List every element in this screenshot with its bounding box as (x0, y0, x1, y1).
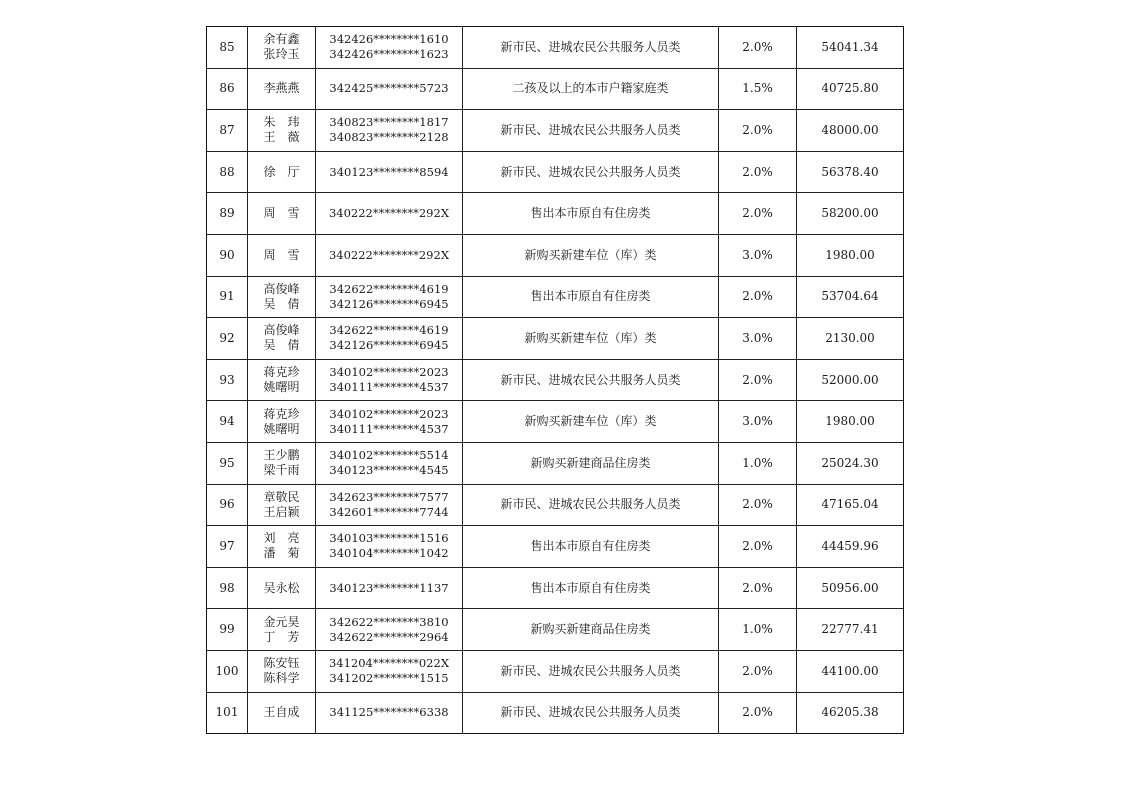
amount-cell: 40725.80 (797, 68, 904, 110)
applicant-name: 潘 菊 (263, 546, 300, 561)
rate-cell: 1.5% (719, 68, 797, 110)
row-number-cell: 97 (207, 526, 248, 568)
category-cell: 新市民、进城农民公共服务人员类 (463, 484, 719, 526)
rate-cell: 2.0% (719, 27, 797, 69)
applicant-name: 吴 倩 (263, 338, 300, 353)
applicant-names-cell (248, 318, 316, 360)
table-row (207, 567, 904, 609)
id-numbers-cell (316, 609, 463, 651)
category-cell: 新购买新建车位（库）类 (463, 318, 719, 360)
row-number-cell: 95 (207, 442, 248, 484)
row-number-cell: 86 (207, 68, 248, 110)
applicant-name: 吴 倩 (263, 296, 300, 311)
rate-cell: 1.0% (719, 442, 797, 484)
applicant-name: 高俊峰 (263, 281, 300, 296)
amount-cell: 58200.00 (797, 193, 904, 235)
rate-cell: 2.0% (719, 692, 797, 734)
rate-cell: 1.0% (719, 609, 797, 651)
rate-cell: 2.0% (719, 567, 797, 609)
row-number-cell: 100 (207, 650, 248, 692)
id-number: 340102********5514 (329, 448, 449, 463)
amount-cell: 46205.38 (797, 692, 904, 734)
id-number: 340222********292X (328, 247, 450, 262)
applicant-name: 高俊峰 (263, 323, 300, 338)
row-number-cell: 85 (207, 27, 248, 69)
applicant-names-cell (248, 650, 316, 692)
applicant-name: 章敬民 (263, 489, 300, 504)
table-row (207, 318, 904, 360)
id-number: 340222********292X (328, 206, 450, 221)
table-row (207, 609, 904, 651)
category-cell: 新市民、进城农民公共服务人员类 (463, 151, 719, 193)
applicant-names-cell (248, 359, 316, 401)
applicant-name: 李燕燕 (263, 81, 300, 96)
category-cell: 售出本市原自有住房类 (463, 526, 719, 568)
row-number-cell: 93 (207, 359, 248, 401)
table-row (207, 442, 904, 484)
applicant-name: 姚曙明 (263, 380, 300, 395)
table-row (207, 526, 904, 568)
row-number-cell: 101 (207, 692, 248, 734)
amount-cell: 52000.00 (797, 359, 904, 401)
id-number: 340123********8594 (329, 164, 449, 179)
applicant-name: 蒋克珍 (263, 406, 300, 421)
id-number: 340823********2128 (329, 130, 449, 145)
amount-cell: 22777.41 (797, 609, 904, 651)
row-number-cell: 91 (207, 276, 248, 318)
row-number-cell: 88 (207, 151, 248, 193)
category-cell: 新购买新建车位（库）类 (463, 234, 719, 276)
applicant-names-cell (248, 401, 316, 443)
rate-cell: 2.0% (719, 276, 797, 318)
applicant-names-cell (248, 526, 316, 568)
category-cell: 二孩及以上的本市户籍家庭类 (463, 68, 719, 110)
id-numbers-cell (316, 567, 463, 609)
amount-cell: 48000.00 (797, 110, 904, 152)
rate-cell: 3.0% (719, 234, 797, 276)
applicant-name: 梁千雨 (263, 463, 300, 478)
amount-cell: 54041.34 (797, 27, 904, 69)
id-number: 342601********7744 (329, 504, 449, 519)
category-cell: 售出本市原自有住房类 (463, 567, 719, 609)
row-number-cell: 94 (207, 401, 248, 443)
applicant-names-cell (248, 234, 316, 276)
applicant-names-cell (248, 692, 316, 734)
applicant-name: 陈科学 (263, 671, 300, 686)
id-number: 342622********4619 (329, 323, 449, 338)
id-numbers-cell (316, 276, 463, 318)
category-cell: 售出本市原自有住房类 (463, 193, 719, 235)
applicant-names-cell (248, 442, 316, 484)
applicant-name: 陈安钰 (263, 656, 300, 671)
id-numbers-cell (316, 68, 463, 110)
id-numbers-cell (316, 27, 463, 69)
id-numbers-cell (316, 401, 463, 443)
amount-cell: 56378.40 (797, 151, 904, 193)
table-row (207, 484, 904, 526)
id-numbers-cell (316, 484, 463, 526)
id-number: 342622********3810 (329, 614, 449, 629)
amount-cell: 1980.00 (797, 234, 904, 276)
table-row (207, 692, 904, 734)
table-row (207, 234, 904, 276)
id-number: 342126********6945 (329, 296, 449, 311)
table-row (207, 110, 904, 152)
id-number: 340123********1137 (329, 580, 449, 595)
row-number-cell: 96 (207, 484, 248, 526)
rate-cell: 3.0% (719, 318, 797, 360)
rate-cell: 2.0% (719, 110, 797, 152)
amount-cell: 25024.30 (797, 442, 904, 484)
id-number: 341202********1515 (329, 671, 449, 686)
id-numbers-cell (316, 526, 463, 568)
applicant-names-cell (248, 151, 316, 193)
amount-cell: 47165.04 (797, 484, 904, 526)
applicant-name: 周 雪 (263, 206, 300, 221)
table-body (207, 27, 904, 734)
amount-cell: 1980.00 (797, 401, 904, 443)
subsidy-table (206, 26, 904, 734)
id-number: 341204********022X (328, 656, 450, 671)
amount-cell: 44459.96 (797, 526, 904, 568)
applicant-name: 朱 玮 (263, 115, 300, 130)
rate-cell: 2.0% (719, 650, 797, 692)
applicant-name: 余有鑫 (263, 32, 300, 47)
id-number: 342622********2964 (329, 629, 449, 644)
applicant-name: 蒋克珍 (263, 365, 300, 380)
category-cell: 新市民、进城农民公共服务人员类 (463, 359, 719, 401)
id-number: 342425********5723 (329, 81, 449, 96)
id-numbers-cell (316, 442, 463, 484)
applicant-names-cell (248, 484, 316, 526)
table-row (207, 68, 904, 110)
rate-cell: 3.0% (719, 401, 797, 443)
category-cell: 新购买新建商品住房类 (463, 442, 719, 484)
id-numbers-cell (316, 151, 463, 193)
table-row (207, 650, 904, 692)
id-number: 342426********1623 (329, 47, 449, 62)
row-number-cell: 98 (207, 567, 248, 609)
applicant-name: 王少鹏 (263, 448, 300, 463)
id-number: 340104********1042 (329, 546, 449, 561)
rate-cell: 2.0% (719, 151, 797, 193)
amount-cell: 53704.64 (797, 276, 904, 318)
applicant-name: 张玲玉 (263, 47, 300, 62)
table-row (207, 276, 904, 318)
category-cell: 新市民、进城农民公共服务人员类 (463, 27, 719, 69)
applicant-names-cell (248, 68, 316, 110)
id-number: 341125********6338 (329, 705, 449, 720)
rate-cell: 2.0% (719, 526, 797, 568)
table-row (207, 151, 904, 193)
rate-cell: 2.0% (719, 359, 797, 401)
id-number: 340102********2023 (329, 365, 449, 380)
applicant-names-cell (248, 27, 316, 69)
table-row (207, 401, 904, 443)
id-numbers-cell (316, 650, 463, 692)
id-number: 340103********1516 (329, 531, 449, 546)
id-numbers-cell (316, 110, 463, 152)
category-cell: 新市民、进城农民公共服务人员类 (463, 650, 719, 692)
category-cell: 新市民、进城农民公共服务人员类 (463, 110, 719, 152)
id-numbers-cell (316, 193, 463, 235)
table-row (207, 359, 904, 401)
amount-cell: 44100.00 (797, 650, 904, 692)
row-number-cell: 90 (207, 234, 248, 276)
id-number: 342623********7577 (329, 489, 449, 504)
applicant-name: 王自成 (263, 705, 300, 720)
applicant-name: 丁 芳 (263, 629, 300, 644)
rate-cell: 2.0% (719, 193, 797, 235)
row-number-cell: 87 (207, 110, 248, 152)
applicant-name: 周 雪 (263, 247, 300, 262)
rate-cell: 2.0% (719, 484, 797, 526)
category-cell: 新购买新建车位（库）类 (463, 401, 719, 443)
category-cell: 售出本市原自有住房类 (463, 276, 719, 318)
id-numbers-cell (316, 692, 463, 734)
amount-cell: 50956.00 (797, 567, 904, 609)
id-number: 342126********6945 (329, 338, 449, 353)
category-cell: 新市民、进城农民公共服务人员类 (463, 692, 719, 734)
applicant-names-cell (248, 609, 316, 651)
id-numbers-cell (316, 234, 463, 276)
id-numbers-cell (316, 318, 463, 360)
applicant-name: 姚曙明 (263, 421, 300, 436)
applicant-name: 吴永松 (263, 580, 300, 595)
id-numbers-cell (316, 359, 463, 401)
applicant-name: 金元昊 (263, 614, 300, 629)
applicant-name: 徐 厅 (263, 164, 300, 179)
applicant-names-cell (248, 276, 316, 318)
applicant-names-cell (248, 567, 316, 609)
applicant-names-cell (248, 193, 316, 235)
row-number-cell: 99 (207, 609, 248, 651)
id-number: 340102********2023 (329, 406, 449, 421)
row-number-cell: 89 (207, 193, 248, 235)
amount-cell: 2130.00 (797, 318, 904, 360)
row-number-cell: 92 (207, 318, 248, 360)
id-number: 340123********4545 (329, 463, 449, 478)
id-number: 340823********1817 (329, 115, 449, 130)
table-row (207, 193, 904, 235)
table-row (207, 27, 904, 69)
applicant-names-cell (248, 110, 316, 152)
category-cell: 新购买新建商品住房类 (463, 609, 719, 651)
id-number: 342426********1610 (329, 32, 449, 47)
id-number: 340111********4537 (329, 421, 449, 436)
id-number: 342622********4619 (329, 281, 449, 296)
applicant-name: 刘 亮 (263, 531, 300, 546)
applicant-name: 王启颖 (263, 504, 300, 519)
applicant-name: 王 薇 (263, 130, 300, 145)
id-number: 340111********4537 (329, 380, 449, 395)
